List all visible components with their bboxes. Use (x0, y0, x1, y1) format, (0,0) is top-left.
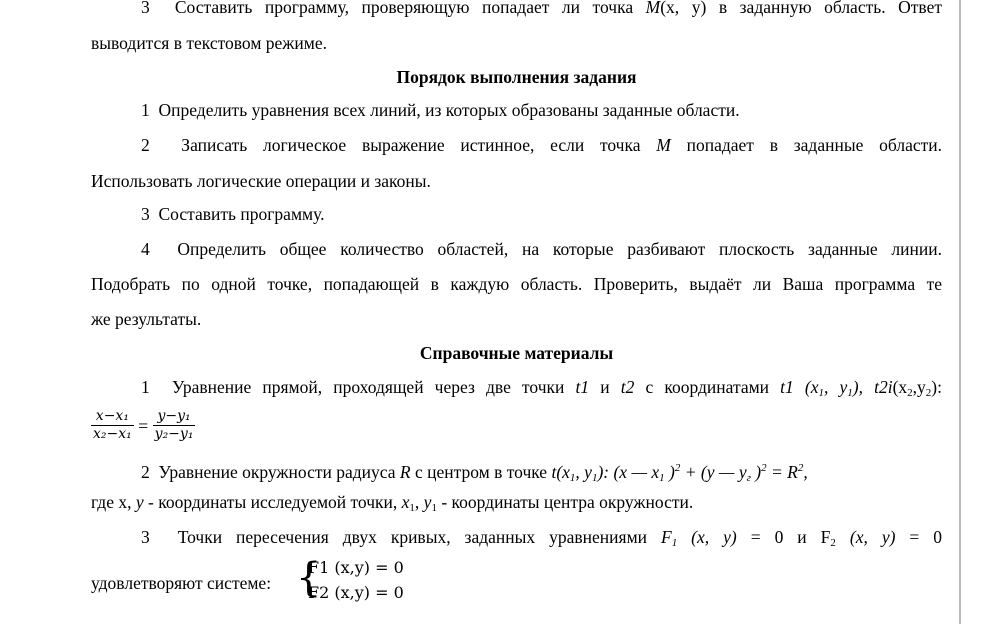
coord: t1 (x (780, 377, 819, 397)
function: (x, y) (677, 527, 737, 547)
text: Уравнение окружности радиуса (158, 462, 400, 482)
text: - координаты центра окружности. (436, 492, 694, 512)
text: и (589, 377, 621, 397)
text: с координатами (634, 377, 781, 397)
formula: , (803, 462, 808, 482)
text: попадает в заданные области. (670, 135, 943, 155)
step-2-line2: Использовать логические операции и законы. (91, 171, 431, 191)
page-edge-divider (959, 0, 961, 624)
step-3 (141, 204, 324, 224)
step-1 (141, 100, 740, 120)
superscript: 2 (797, 462, 804, 474)
formula: = R (766, 462, 798, 482)
fraction-numerator: x−x₁ (91, 408, 134, 426)
text: Составить программу. (158, 204, 325, 224)
formula: ): (x — x (597, 462, 660, 482)
fraction-x (91, 408, 134, 443)
item-number: 3 (141, 0, 150, 17)
paragraph-task3-line2: выводится в текстовом режиме. (91, 33, 327, 53)
formula: + (y — y (680, 462, 747, 482)
paragraph-task3-line1 (141, 0, 942, 17)
coord: , y (824, 377, 848, 397)
radius-symbol: R (399, 462, 411, 482)
formula: t(x (551, 462, 570, 482)
var: y (423, 492, 432, 512)
subscript: 2 (925, 387, 932, 399)
subscript: 1 (431, 502, 437, 514)
formula: ) (750, 462, 762, 482)
superscript: 2 (674, 462, 681, 474)
equals-sign: = (138, 415, 149, 436)
reference-3-line1 (141, 527, 942, 553)
section-heading-procedure: Порядок выполнения задания (396, 67, 637, 87)
superscript: 2 (761, 462, 767, 474)
formula: , y (575, 462, 592, 482)
formula: ) (664, 462, 675, 482)
subscript: 1 (818, 387, 824, 399)
step-4-line2: Подобрать по одной точке, попадающей в каждую область. Проверить, выдаёт ли Ваша программа те (91, 274, 942, 294)
var: y (135, 492, 144, 512)
function: (x, y) (835, 527, 896, 547)
subscript: 1 (591, 472, 598, 484)
item-number: 4 (141, 239, 150, 259)
reference-3-line2: удовлетворяют системе: (91, 573, 272, 593)
text: с центром в точке (410, 462, 552, 482)
point-symbol: t1 (575, 377, 590, 397)
text: (x, y) в заданную область. Ответ (660, 0, 942, 17)
function: F (661, 527, 672, 547)
text: , (414, 492, 424, 512)
text: = 0 (895, 527, 943, 547)
text: Уравнение прямой, проходящей через две точки (172, 377, 576, 397)
step-4-line3: же результаты. (91, 309, 202, 329)
subscript: 1 (671, 537, 678, 549)
text: Составить программу, проверяющую попадает ли точка (174, 0, 646, 17)
reference-2-line1 (141, 458, 808, 488)
fraction-numerator: y−y₁ (153, 408, 196, 426)
text: Точки пересечения двух кривых, заданных уравнениями (177, 527, 661, 547)
fraction-y (153, 408, 196, 443)
system-brace: { (296, 555, 322, 601)
subscript: 1 (409, 502, 415, 514)
point-symbol: M (656, 135, 671, 155)
item-number: 3 (141, 527, 150, 547)
fraction-denominator: y₂−y₁ (154, 426, 194, 443)
coord: ): (931, 377, 942, 397)
step-2-line1 (141, 135, 942, 155)
system-row-2: F2 (x,y) = 0 (308, 583, 404, 602)
coord: (x (892, 377, 908, 397)
item-number: 2 (141, 135, 150, 155)
reference-1-line1 (141, 377, 942, 403)
item-number: 3 (141, 204, 150, 224)
line-equation-formula (91, 404, 195, 446)
text: Записать логическое выражение истинное, если точка (181, 135, 657, 155)
subscript: 1 (847, 387, 853, 399)
coord: ,y (912, 377, 926, 397)
text: = 0 и F (736, 527, 831, 547)
point-symbol: M (645, 0, 661, 17)
text: Определить общее количество областей, на которые разбивают плоскость заданные линии. (177, 239, 942, 259)
coord: ), t2i (852, 377, 893, 397)
text: Определить уравнения всех линий, из которых образованы заданные области. (158, 100, 740, 120)
step-4-line1 (141, 239, 942, 259)
subscript: 2 (907, 387, 913, 399)
fraction-denominator: x₂−x₁ (93, 426, 132, 443)
subscript: 1 (569, 472, 576, 484)
text: где x, (91, 492, 136, 512)
point-symbol: t2 (620, 377, 635, 397)
subscript: 1 (659, 472, 665, 484)
subscript: г (746, 472, 751, 484)
section-heading-reference: Справочные материалы (419, 343, 614, 363)
subscript: 2 (830, 537, 836, 549)
text: - координаты исследуемой точки, (143, 492, 402, 512)
var: x (401, 492, 410, 512)
item-number: 1 (141, 377, 150, 397)
item-number: 1 (141, 100, 150, 120)
reference-2-line2 (91, 492, 693, 518)
item-number: 2 (141, 462, 150, 482)
system-row-1: F1 (x,y) = 0 (308, 558, 404, 577)
